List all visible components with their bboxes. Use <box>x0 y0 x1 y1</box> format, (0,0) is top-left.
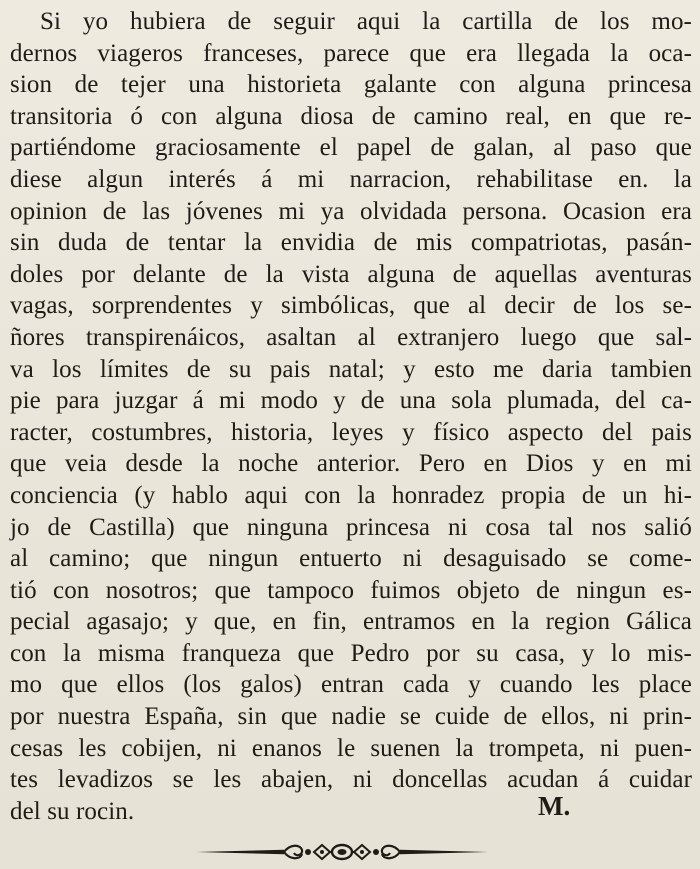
paragraph-line: tes levadizos se les abajen, ni doncellas acudan á cuidar <box>10 766 692 794</box>
paragraph-line: pecial agasajo; y que, en fin, entramos en la region Gálica <box>10 608 692 636</box>
printer-ornament-rule-icon <box>196 836 488 868</box>
paragraph-line: va los límites de su pais natal; y esto me daria tambien <box>10 355 692 383</box>
paragraph-line: transitoria ó con alguna diosa de camino real, en que re- <box>10 102 692 130</box>
paragraph-line: vagas, sorprendentes y simbólicas, que al decir de los se- <box>10 292 692 320</box>
paragraph-line: tió con nosotros; que tampoco fuimos objeto de ningun es- <box>10 576 692 604</box>
paragraph-line: ñores transpirenáicos, asaltan al extranjero luego que sal- <box>10 323 692 351</box>
paragraph-line: pie para juzgar á mi modo y de una sola plumada, del ca- <box>10 387 692 415</box>
paragraph-line: doles por delante de la vista alguna de aquellas aventuras <box>10 260 692 288</box>
paragraph-line: al camino; que ningun entuerto ni desaguisado se come- <box>10 545 692 573</box>
paragraph-line: opinion de las jóvenes mi ya olvidada persona. Ocasion era <box>10 197 692 225</box>
paragraph-line: cesas les cobijen, ni enanos le suenen la trompeta, ni puen- <box>10 734 692 762</box>
paragraph-line: sin duda de tentar la envidia de mis compatriotas, pasán- <box>10 229 692 257</box>
paragraph-line: del su rocin. <box>10 797 135 825</box>
paragraph-line: que veia desde la noche anterior. Pero en Dios y en mi <box>10 450 692 478</box>
paragraph-line: jo de Castilla) que ninguna princesa ni cosa tal nos salió <box>10 513 692 541</box>
paragraph-line: sion de tejer una historieta galante con alguna princesa <box>10 71 692 99</box>
paragraph-line: conciencia (y hablo aqui con la honradez propia de un hi- <box>10 481 692 509</box>
paragraph-line: dernos viageros franceses, parece que era llegada la oca- <box>10 39 692 67</box>
paragraph-line: racter, costumbres, historia, leyes y físico aspecto del pais <box>10 418 692 446</box>
paragraph-line: diese algun interés á mi narracion, rehabilitase en. la <box>10 165 692 193</box>
paragraph-line: por nuestra España, sin que nadie se cuide de ellos, ni prin- <box>10 703 692 731</box>
author-signature: M. <box>538 791 571 821</box>
paragraph-line: con la misma franqueza que Pedro por su casa, y lo mis- <box>10 639 692 667</box>
paragraph-line: mo que ellos (los galos) entran cada y cuando les place <box>10 671 692 699</box>
paragraph-line: partiéndome graciosamente el papel de galan, al paso que <box>10 134 692 162</box>
body-paragraph <box>10 6 692 827</box>
paragraph-line: Si yo hubiera de seguir aqui la cartilla de los mo- <box>40 8 692 35</box>
